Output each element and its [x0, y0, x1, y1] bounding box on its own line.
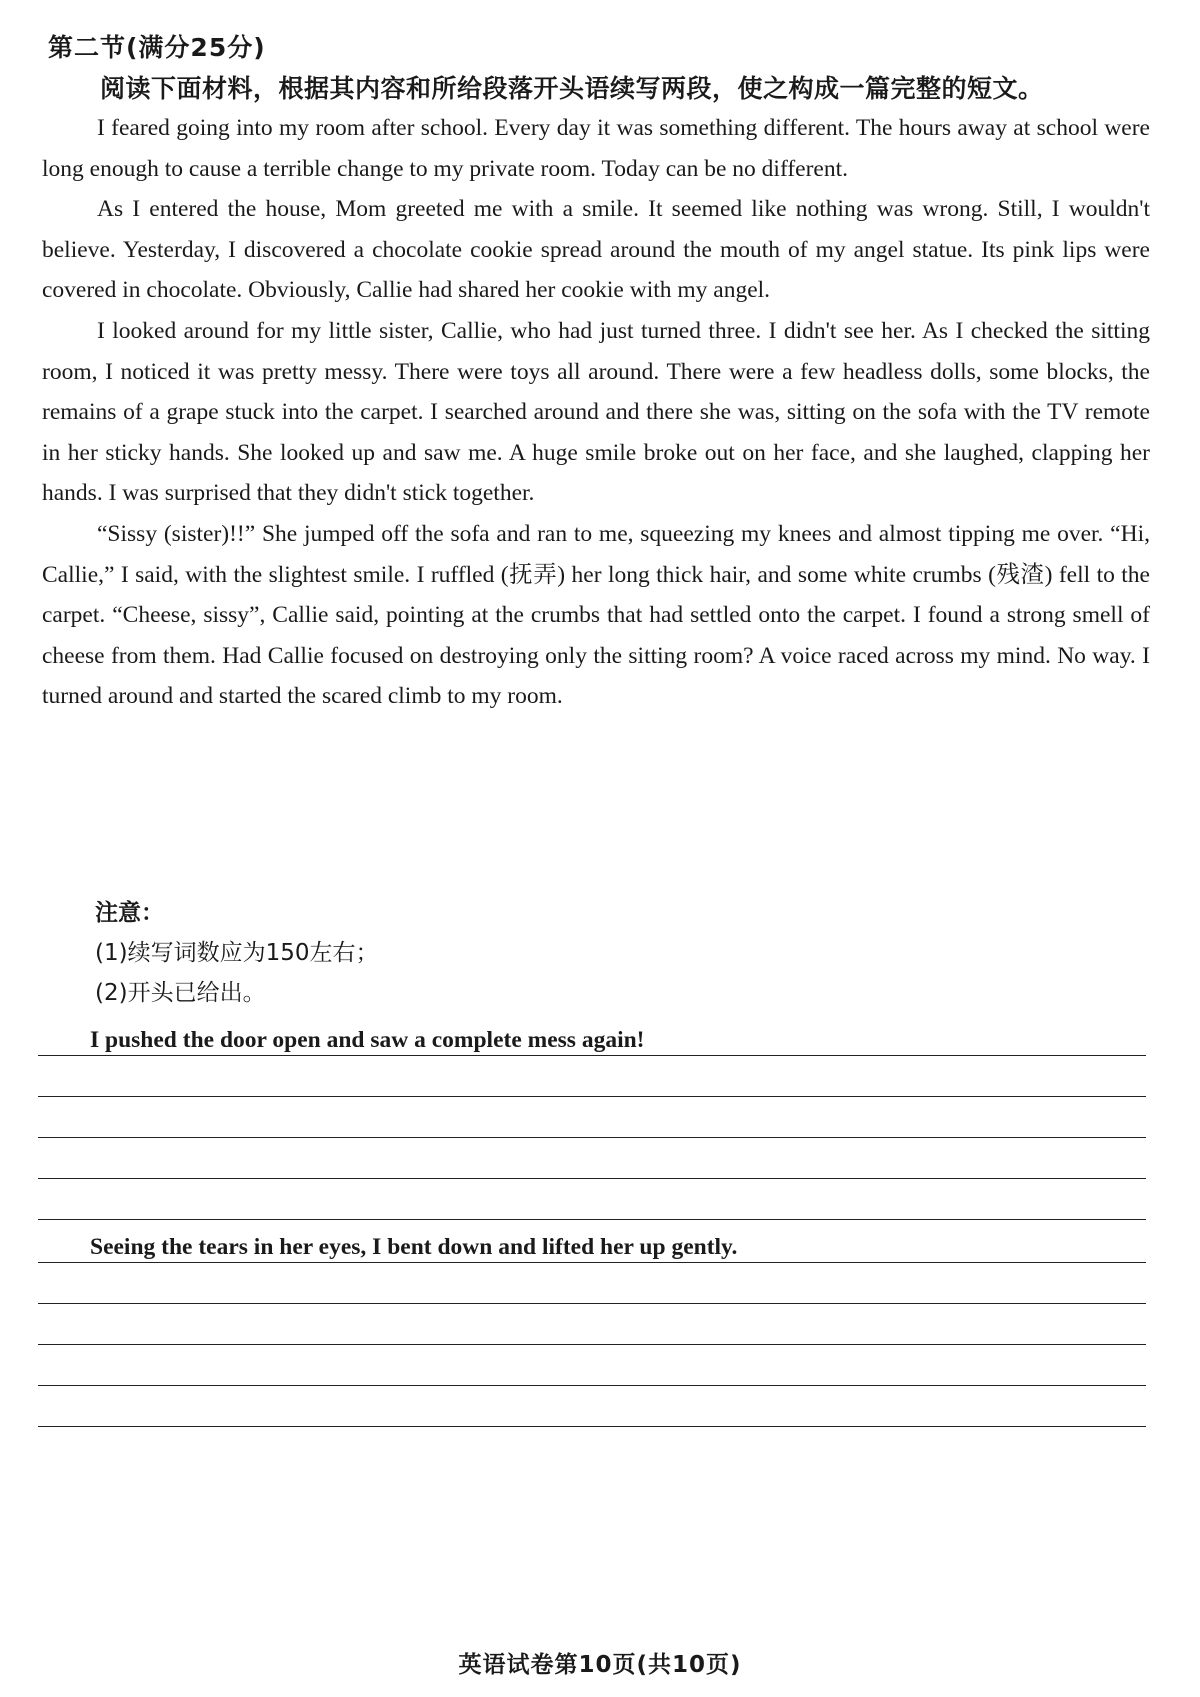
writing-line[interactable] [38, 1222, 1146, 1263]
paragraph-2-opening: Seeing the tears in her eyes, I bent down and lifted her up gently. [90, 1234, 738, 1260]
writing-line[interactable] [38, 1138, 1146, 1179]
page-footer: 英语试卷第10页(共10页) [458, 1652, 742, 1678]
passage-paragraph: “Sissy (sister)!!” She jumped off the sofa and ran to me, squeezing my knees and almost tipping me over. “Hi, Callie,” I said, with the slightest smile. I ruffled (抚弄) her long thick hair, and some white crumbs (残渣) fell to the carpet. “Cheese, sissy”, Callie said, pointing at the crumbs that had settled onto the carpet. I found a strong smell of cheese from them. Had Callie focused on destroying only the sitting room? A voice raced across my mind. No way. I turned around and started the scared climb to my room. [42, 520, 1150, 710]
writing-line[interactable] [38, 1056, 1146, 1097]
section-title: 第二节(满分25分) [48, 33, 266, 62]
note-item: (2)开头已给出。 [95, 980, 266, 1006]
passage-paragraph: As I entered the house, Mom greeted me with a smile. It seemed like nothing was wrong. Still, I wouldn't believe. Yesterday, I discovered a chocolate cookie spread around the mouth of my angel statue. Its pink lips were covered in chocolate. Obviously, Callie had shared her cookie with my angel. [42, 196, 1150, 304]
passage-paragraph: I feared going into my room after school. Every day it was something different. The hours away at school were long enough to cause a terrible change to my private room. Today can be no different. [42, 115, 1150, 182]
writing-line[interactable] [38, 1263, 1146, 1304]
reading-passage [42, 108, 1150, 717]
notes-title: 注意： [95, 900, 164, 926]
writing-area-paragraph-1 [38, 1015, 1146, 1220]
passage-paragraph: I looked around for my little sister, Callie, who had just turned three. I didn't see her. As I checked the sitting room, I noticed it was pretty messy. There were toys all around. There were a few headless dolls, some blocks, the remains of a grape stuck into the carpet. I searched around and there she was, sitting on the sofa with the TV remote in her sticky hands. She looked up and saw me. A huge smile broke out on her face, and she laughed, clapping her hands. I was surprised that they didn't stick together. [42, 317, 1150, 507]
notes-block [95, 893, 378, 1013]
writing-line[interactable] [38, 1179, 1146, 1220]
writing-line[interactable] [38, 1386, 1146, 1427]
writing-line[interactable] [38, 1015, 1146, 1056]
writing-area-paragraph-2 [38, 1222, 1146, 1427]
writing-line[interactable] [38, 1304, 1146, 1345]
note-item: (1)续写词数应为150左右； [95, 940, 379, 966]
paragraph-1-opening: I pushed the door open and saw a complete mess again! [90, 1027, 645, 1053]
instruction-text: 阅读下面材料，根据其内容和所给段落开头语续写两段，使之构成一篇完整的短文。 [100, 74, 1044, 103]
writing-line[interactable] [38, 1345, 1146, 1386]
writing-line[interactable] [38, 1097, 1146, 1138]
